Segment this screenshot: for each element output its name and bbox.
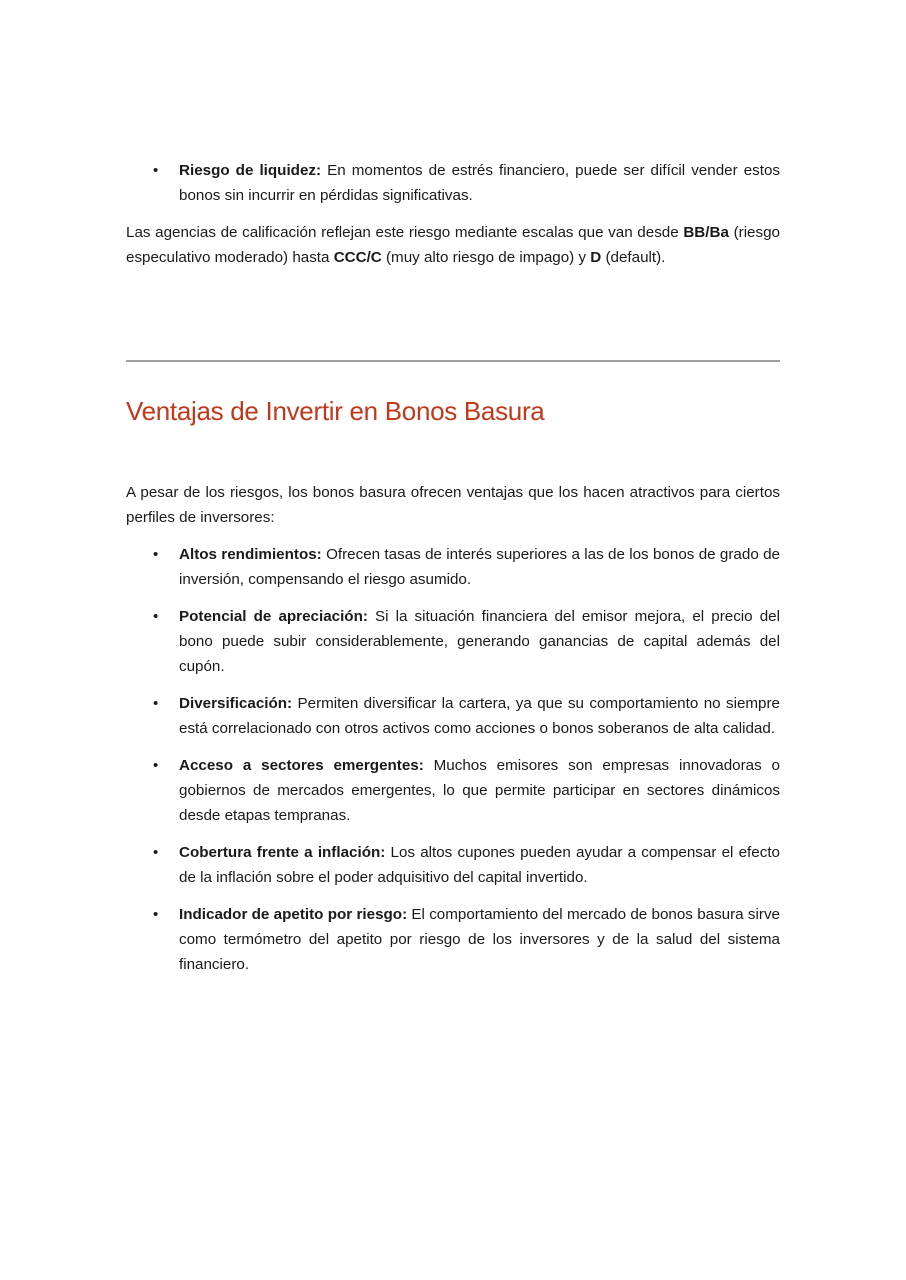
bullet-text: Si la situación financiera del emisor mejora, el precio del bono puede subir considerablemente, generando ganancias de capital además del cupón. — [179, 608, 780, 675]
rating-d: D — [590, 249, 602, 266]
bullet-icon: • — [153, 844, 159, 861]
top-section — [126, 158, 780, 270]
list-item — [126, 604, 780, 679]
bullet-title: Riesgo de liquidez: — [179, 162, 322, 179]
bullet-title: Altos rendimientos: — [179, 546, 322, 563]
bullet-icon: • — [153, 695, 159, 712]
bullet-icon: • — [153, 906, 159, 923]
bullet-title: Potencial de apreciación: — [179, 608, 368, 625]
list-item — [126, 691, 780, 741]
intro-paragraph: A pesar de los riesgos, los bonos basura ofrecen ventajas que los hacen atractivos para ciertos perfiles de inversores: — [126, 484, 780, 526]
list-item — [126, 753, 780, 828]
bullet-icon: • — [153, 162, 159, 179]
bullet-text: En momentos de estrés financiero, puede ser difícil vender estos bonos sin incurrir en pérdidas significativas. — [179, 162, 780, 204]
paragraph-text: Las agencias de calificación reflejan este riesgo mediante escalas que van desde — [126, 224, 684, 241]
bullet-title: Indicador de apetito por riesgo: — [179, 906, 408, 923]
bullet-title: Diversificación: — [179, 695, 293, 712]
rating-ccc: CCC/C — [333, 249, 382, 266]
list-item — [126, 840, 780, 890]
list-item — [126, 542, 780, 592]
bullet-icon: • — [153, 546, 159, 563]
advantages-section — [126, 480, 780, 989]
paragraph-text: (muy alto riesgo de impago) y — [381, 249, 591, 266]
bullet-text: Los altos cupones pueden ayudar a compensar el efecto de la inflación sobre el poder adquisitivo del capital invertido. — [179, 844, 780, 886]
bullet-icon: • — [153, 608, 159, 625]
section-divider — [126, 360, 780, 362]
risk-bullet-list — [126, 158, 780, 208]
bullet-title: Acceso a sectores emergentes: — [179, 757, 424, 774]
rating-bb: BB/Ba — [683, 224, 729, 241]
list-item — [126, 158, 780, 208]
ratings-paragraph — [126, 220, 780, 270]
bullet-text: Ofrecen tasas de interés superiores a las de los bonos de grado de inversión, compensando el riesgo asumido. — [179, 546, 781, 588]
bullet-text: El comportamiento del mercado de bonos basura sirve como termómetro del apetito por riesgo de los inversores y de la salud del sistema financiero. — [179, 906, 780, 973]
paragraph-text: (default). — [601, 249, 666, 266]
advantages-list — [126, 542, 780, 977]
bullet-title: Cobertura frente a inflación: — [179, 844, 386, 861]
bullet-icon: • — [153, 757, 159, 774]
bullet-text: Permiten diversificar la cartera, ya que su comportamiento no siempre está correlacionado con otros activos como acciones o bonos soberanos de alta calidad. — [179, 695, 780, 737]
paragraph-text: (riesgo especulativo moderado) hasta — [126, 224, 780, 266]
bullet-text: Muchos emisores son empresas innovadoras o gobiernos de mercados emergentes, lo que permite participar en sectores dinámicos desde etapas tempranas. — [179, 757, 780, 824]
list-item — [126, 902, 780, 977]
section-heading: Ventajas de Invertir en Bonos Basura — [126, 396, 545, 426]
